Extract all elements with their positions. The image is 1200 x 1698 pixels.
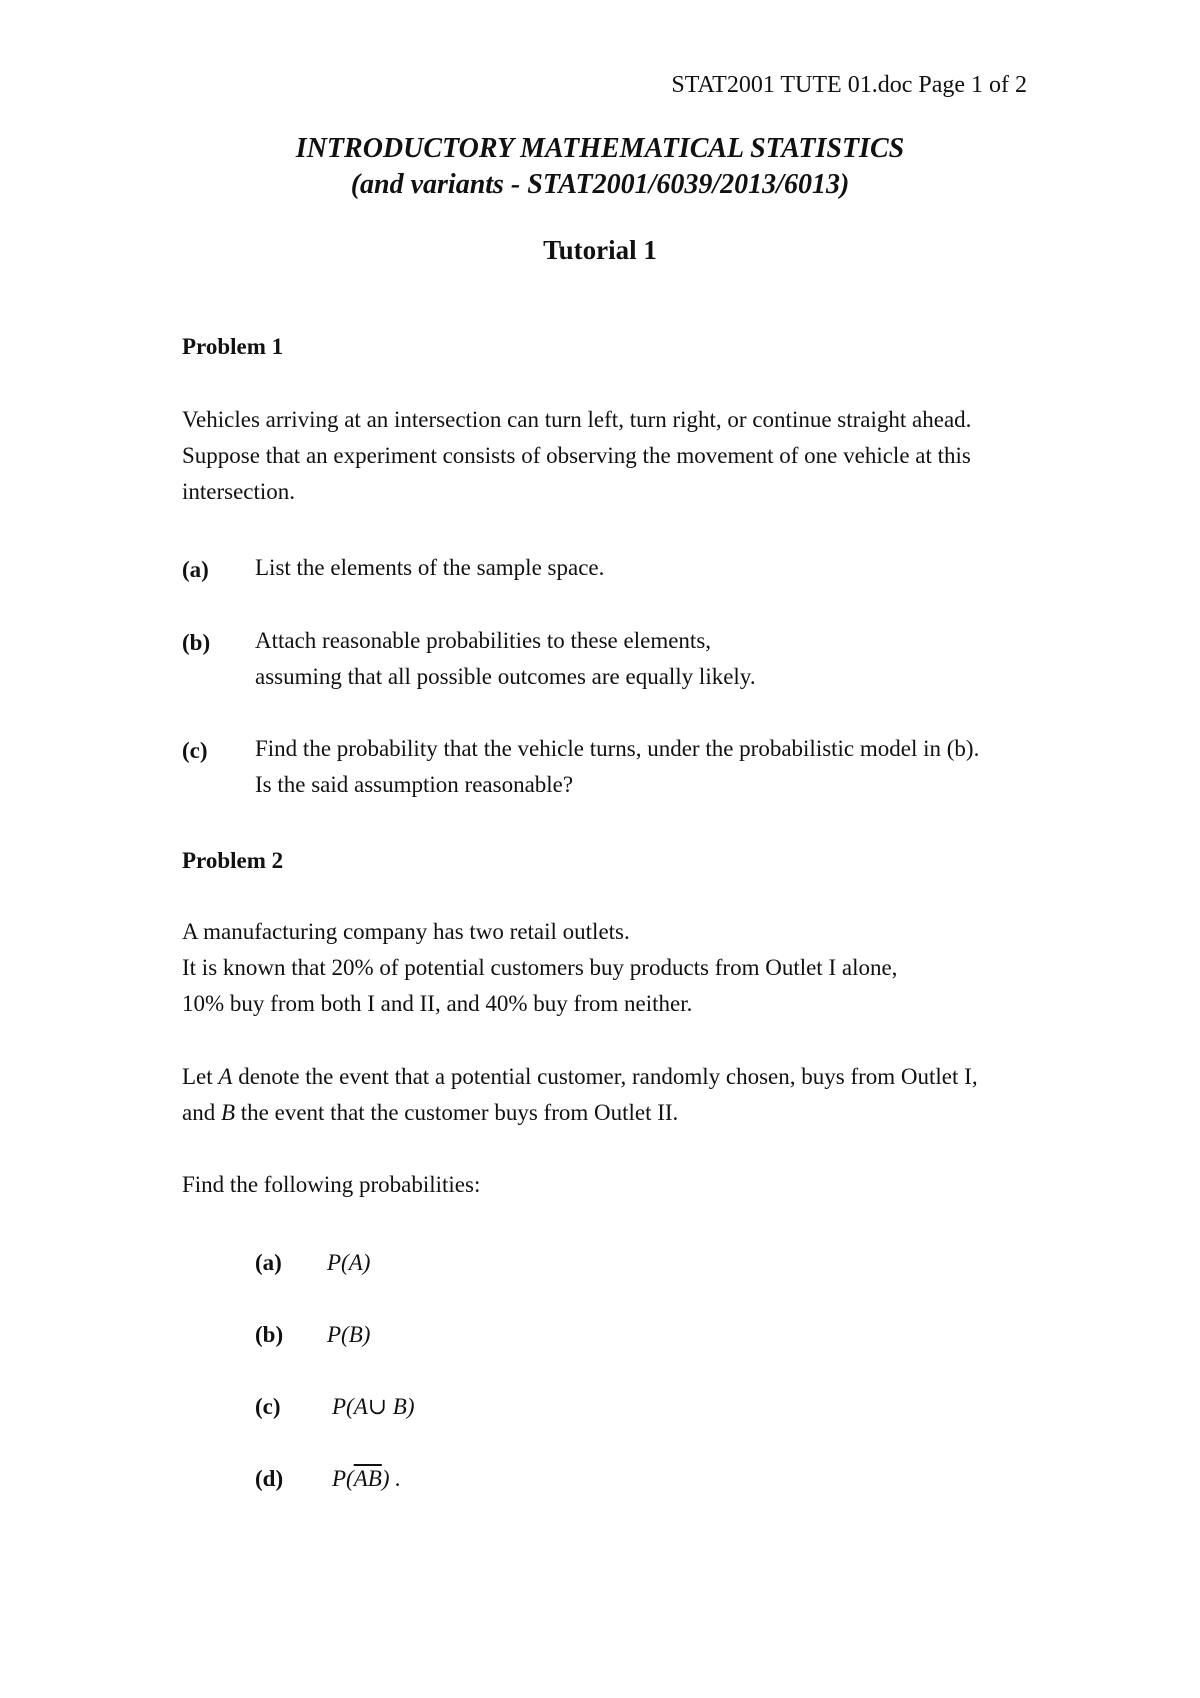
problem-2-item-c-label: (c) xyxy=(255,1394,281,1419)
text-fragment: denote the event that a potential customer, randomly chosen, buys from Outlet I, xyxy=(232,1064,978,1089)
problem-2-item-d-expression xyxy=(332,1466,401,1492)
problem-2-item-c-expression: P(A∪ B) xyxy=(332,1394,415,1419)
text-fragment: and xyxy=(182,1100,221,1125)
problem-2-item-b-expression: P(B) xyxy=(327,1322,371,1347)
problem-1-item-a-label: (a) xyxy=(182,557,209,582)
text-fragment: Let xyxy=(182,1064,219,1089)
problem-1-heading: Problem 1 xyxy=(182,334,284,359)
problem-1-intro-line: Vehicles arriving at an intersection can turn left, turn right, or continue straight ahead. xyxy=(182,407,972,432)
item-line: List the elements of the sample space. xyxy=(255,555,605,580)
variable-b: B xyxy=(220,1100,236,1125)
problem-1-item-b-text xyxy=(255,623,756,695)
problem-2-item-a-expression: P(A) xyxy=(327,1250,371,1275)
text-fragment: ) . xyxy=(381,1466,401,1491)
item-line: Attach reasonable probabilities to these elements, xyxy=(255,628,712,653)
item-line: assuming that all possible outcomes are equally likely. xyxy=(255,664,756,689)
item-line: Is the said assumption reasonable? xyxy=(255,772,574,797)
problem-2-intro-line: A manufacturing company has two retail outlets. xyxy=(182,919,630,944)
problem-1-item-b-label: (b) xyxy=(182,630,211,655)
problem-2-intro-line: It is known that 20% of potential customers buy products from Outlet I alone, xyxy=(182,955,898,980)
text-fragment: P( xyxy=(332,1466,354,1491)
problem-2-heading: Problem 2 xyxy=(182,848,284,873)
event-b-definition xyxy=(182,1095,978,1131)
problem-1-item-a-text xyxy=(255,550,604,586)
course-subtitle: (and variants - STAT2001/6039/2013/6013) xyxy=(350,169,850,200)
problem-1-intro-line: intersection. xyxy=(182,479,296,504)
text-fragment: the event that the customer buys from Outlet II. xyxy=(235,1100,679,1125)
problem-2-item-b-label: (b) xyxy=(255,1322,284,1347)
problem-1-intro-line: Suppose that an experiment consists of observing the movement of one vehicle at this xyxy=(182,443,971,468)
problem-1-item-c-label: (c) xyxy=(182,738,208,763)
problem-2-item-d-label: (d) xyxy=(255,1466,284,1491)
problem-2-intro-line: 10% buy from both I and II, and 40% buy from neither. xyxy=(182,991,693,1016)
problem-2-event-definitions xyxy=(182,1059,978,1131)
problem-2-item-a-label: (a) xyxy=(255,1250,282,1275)
course-title: INTRODUCTORY MATHEMATICAL STATISTICS xyxy=(295,133,905,164)
problem-1-item-c-text xyxy=(255,731,979,803)
problem-1-intro xyxy=(182,402,971,510)
complement-ab: $\overline{AB}$ xyxy=(353,1466,382,1491)
item-line: Find the probability that the vehicle turns, under the probabilistic model in (b). xyxy=(255,736,980,761)
tutorial-title: Tutorial 1 xyxy=(543,235,657,265)
page-header: STAT2001 TUTE 01.doc Page 1 of 2 xyxy=(671,72,1027,98)
event-a-definition xyxy=(182,1059,978,1095)
variable-a: A xyxy=(218,1064,233,1089)
problem-2-find-instruction: Find the following probabilities: xyxy=(182,1172,481,1197)
problem-2-intro xyxy=(182,914,897,1022)
